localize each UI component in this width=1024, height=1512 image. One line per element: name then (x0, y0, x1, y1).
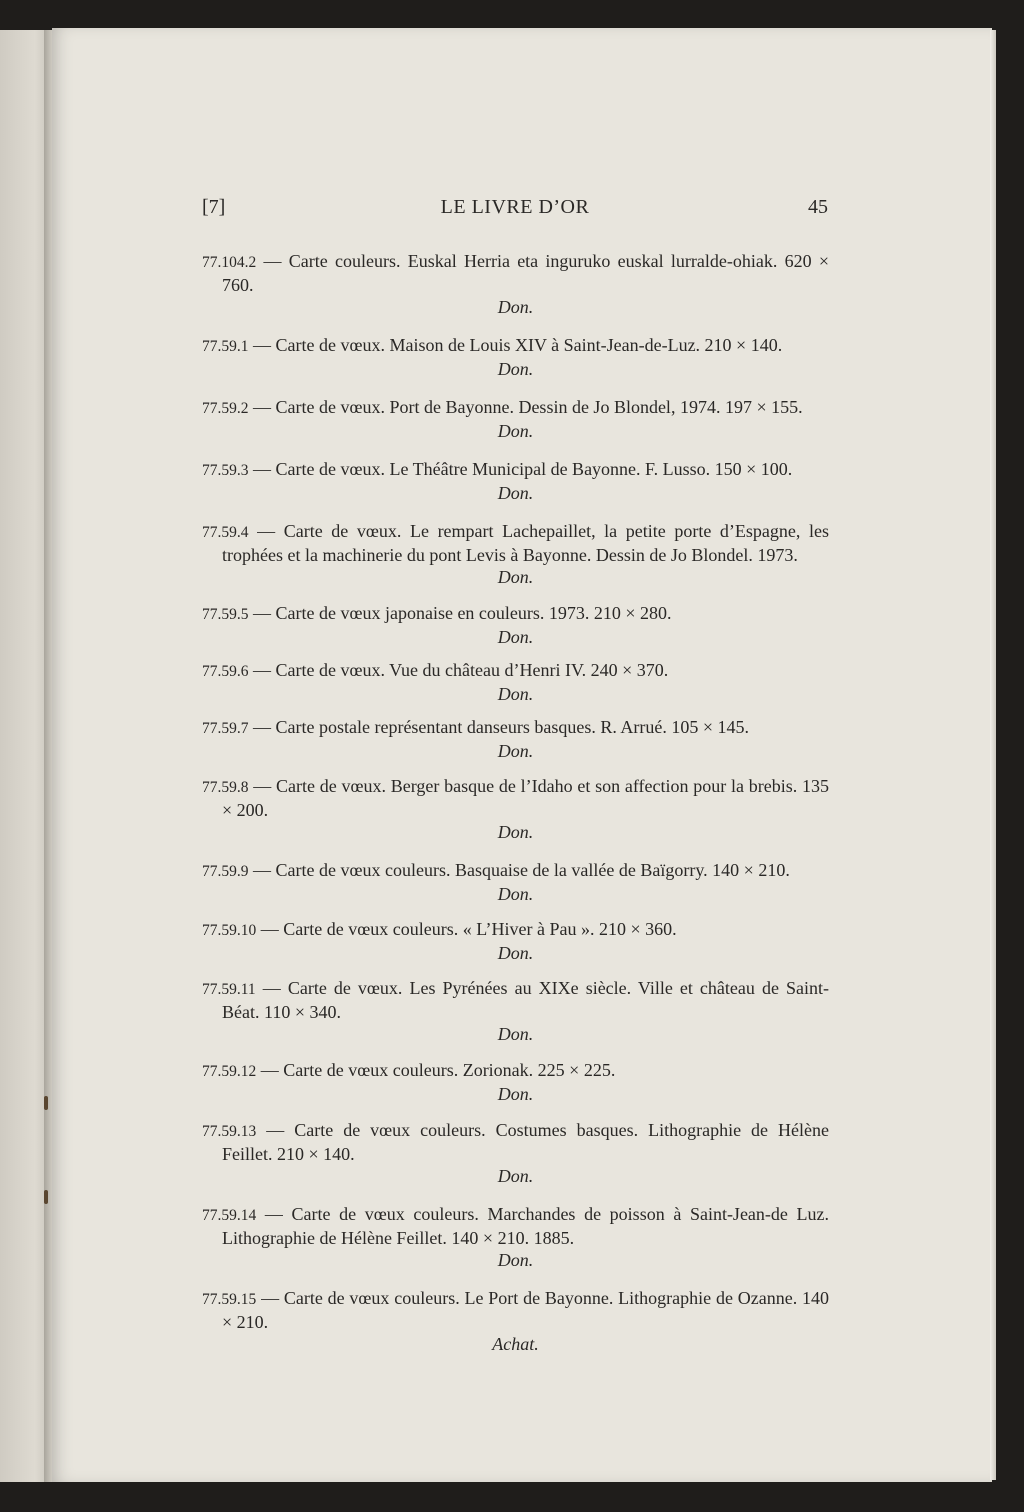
catalogue-entry (202, 977, 829, 1045)
entry-text (202, 716, 829, 740)
entry-text (202, 520, 829, 566)
running-header (202, 196, 828, 226)
entry-text (202, 1203, 829, 1249)
entry-description: — Carte de vœux. Le Théâtre Municipal de Bayonne. F. Lusso. 150 × 100. (253, 459, 793, 479)
entry-description: — Carte de vœux. Les Pyrénées au XIXe siècle. Ville et château de Saint-Béat. 110 × 340. (222, 978, 830, 1022)
entry-source: Don. (497, 1024, 534, 1044)
entry-reference: 77.59.9 (202, 863, 249, 880)
entry-source: Don. (497, 884, 534, 904)
entry-reference: 77.59.6 (202, 663, 249, 680)
entry-text (202, 977, 829, 1023)
entry-source: Don. (497, 483, 534, 503)
entry-description: — Carte de vœux. Maison de Louis XIV à Saint-Jean-de-Luz. 210 × 140. (253, 335, 783, 355)
entry-description: — Carte de vœux couleurs. Le Port de Bayonne. Lithographie de Ozanne. 140 × 210. (222, 1288, 830, 1332)
catalogue-entry (202, 775, 829, 843)
entry-reference: 77.59.15 (202, 1291, 257, 1308)
entry-source: Don. (497, 297, 534, 317)
entry-source: Don. (497, 1250, 534, 1270)
catalogue-entry (202, 602, 829, 648)
entry-reference: 77.59.3 (202, 462, 249, 479)
entry-text (202, 859, 829, 883)
catalogue-entry (202, 918, 829, 964)
entry-description: — Carte de vœux. Le rempart Lachepaillet, la petite porte d’Espagne, les trophées et la machinerie du pont Levis à Bayonne. Dessin de Jo Blondel. 1973. (222, 521, 830, 565)
catalogue-entry (202, 250, 829, 318)
entry-source: Don. (497, 359, 534, 379)
entry-description: — Carte de vœux couleurs. Zorionak. 225 × 225. (260, 1060, 616, 1080)
catalogue-entry (202, 334, 829, 380)
entry-source: Don. (497, 1166, 534, 1186)
entry-reference: 77.59.12 (202, 1063, 257, 1080)
entry-description: — Carte couleurs. Euskal Herria eta inguruko euskal lurralde-ohiak. 620 × 760. (222, 251, 830, 295)
catalogue-entry (202, 458, 829, 504)
entry-description: — Carte de vœux. Port de Bayonne. Dessin de Jo Blondel, 1974. 197 × 155. (253, 397, 803, 417)
entry-description: — Carte de vœux japonaise en couleurs. 1973. 210 × 280. (253, 603, 672, 623)
entry-description: — Carte de vœux. Berger basque de l’Idaho et son affection pour la brebis. 135 × 200. (222, 776, 830, 820)
entry-text (202, 458, 829, 482)
page-edge (990, 30, 996, 1480)
entry-reference: 77.59.5 (202, 606, 249, 623)
facing-page-edge (0, 30, 50, 1482)
entry-source: Don. (497, 567, 534, 587)
entry-description: — Carte de vœux couleurs. Costumes basques. Lithographie de Hélène Feillet. 210 × 140. (222, 1120, 830, 1164)
running-title: LE LIVRE D’OR (440, 196, 590, 218)
binding-mark (44, 1096, 48, 1110)
catalogue-entry (202, 1119, 829, 1187)
entry-source: Don. (497, 822, 534, 842)
entry-text (202, 396, 829, 420)
catalogue-entry (202, 659, 829, 705)
entry-text (202, 918, 829, 942)
catalogue-entry (202, 1059, 829, 1105)
entry-reference: 77.104.2 (202, 254, 257, 271)
catalogue-entry (202, 859, 829, 905)
catalogue-entry (202, 396, 829, 442)
entry-description: — Carte postale représentant danseurs basques. R. Arrué. 105 × 145. (253, 717, 750, 737)
entry-reference: 77.59.10 (202, 922, 257, 939)
entry-reference: 77.59.7 (202, 720, 249, 737)
entry-description: — Carte de vœux couleurs. Marchandes de poisson à Saint-Jean-de Luz. Lithographie de Hélène Feillet. 140 × 210. 1885. (222, 1204, 830, 1248)
entry-reference: 77.59.14 (202, 1207, 257, 1224)
entry-text (202, 1059, 829, 1083)
entry-reference: 77.59.11 (202, 981, 256, 998)
entry-reference: 77.59.1 (202, 338, 249, 355)
entry-text (202, 602, 829, 626)
entry-source: Don. (497, 943, 534, 963)
entry-source: Don. (497, 627, 534, 647)
entry-source: Don. (497, 684, 534, 704)
entry-text (202, 250, 829, 296)
entry-text (202, 1287, 829, 1333)
entry-source: Don. (497, 1084, 534, 1104)
entry-description: — Carte de vœux. Vue du château d’Henri IV. 240 × 370. (253, 660, 669, 680)
entry-reference: 77.59.4 (202, 524, 249, 541)
page-number: 45 (808, 196, 828, 218)
entry-reference: 77.59.8 (202, 779, 249, 796)
entry-text (202, 775, 829, 821)
entry-reference: 77.59.2 (202, 400, 249, 417)
entry-text (202, 1119, 829, 1165)
entry-description: — Carte de vœux couleurs. « L’Hiver à Pau ». 210 × 360. (260, 919, 677, 939)
entry-source: Achat. (492, 1334, 539, 1354)
entry-source: Don. (497, 741, 534, 761)
catalogue-entry (202, 520, 829, 588)
entry-description: — Carte de vœux couleurs. Basquaise de la vallée de Baïgorry. 140 × 210. (253, 860, 790, 880)
section-number: [7] (202, 196, 226, 218)
entry-text (202, 334, 829, 358)
catalogue-entry (202, 1203, 829, 1271)
binding-mark (44, 1190, 48, 1204)
catalogue-entry (202, 716, 829, 762)
catalogue-entry (202, 1287, 829, 1355)
entry-source: Don. (497, 421, 534, 441)
entry-reference: 77.59.13 (202, 1123, 257, 1140)
entry-text (202, 659, 829, 683)
catalogue-entries (202, 250, 829, 1355)
